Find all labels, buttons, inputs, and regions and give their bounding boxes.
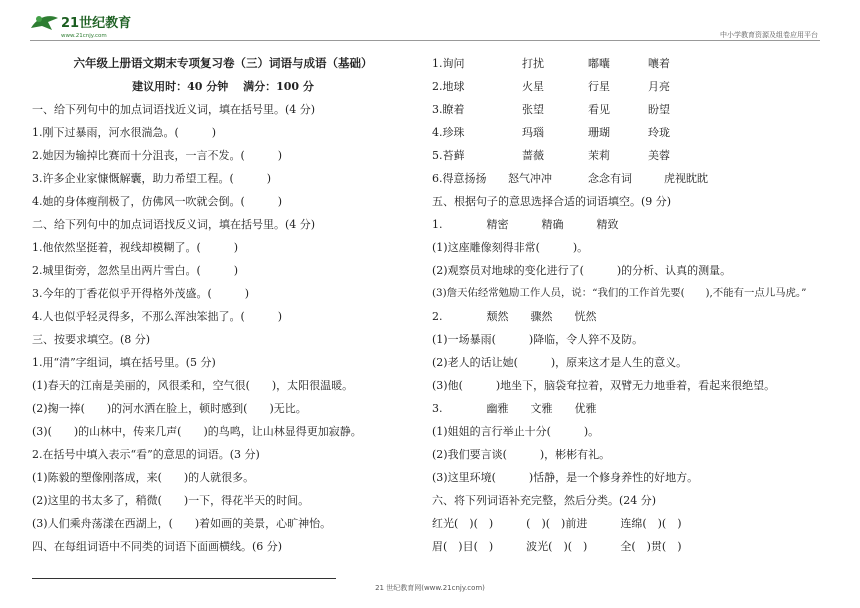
word: 盼望: [648, 103, 670, 116]
word: 打扰: [522, 57, 544, 70]
word-group-row: [432, 98, 842, 121]
word: 看见: [588, 103, 610, 116]
word: 虎视眈眈: [664, 172, 708, 185]
question-line: 2. 颓然 骤然 恍然: [432, 310, 597, 323]
word: 珊瑚: [588, 126, 610, 139]
question-line: (3)( )的山林中，传来几声( )的鸟鸣，让山林显得更加寂静。: [32, 425, 362, 438]
question-line: (2)观察员对地球的变化进行了( )的分析、认真的测量。: [432, 264, 732, 277]
footer-divider: [32, 578, 336, 579]
word: 1.询问: [432, 57, 465, 70]
word: 怒气冲冲: [508, 172, 552, 185]
question-line: (3)这里环境( )恬静，是一个修身养性的好地方。: [432, 471, 699, 484]
question-line: (3)詹天佑经常勉励工作人员，说：“我们的工作首先要( ),不能有一点儿马虎。”: [432, 287, 807, 299]
question-line: 2.在括号中填入表示“看”的意思的词语。(3 分): [32, 448, 260, 461]
question-line: 3.许多企业家慷慨解囊，助力希望工程。( ): [32, 172, 272, 185]
question-line: (2)老人的话让她( )，原来这才是人生的意义。: [432, 356, 688, 369]
question-line: 2.城里街旁，忽然呈出两片雪白。( ): [32, 264, 239, 277]
word: 玛瑙: [522, 126, 544, 139]
word: 4.珍珠: [432, 126, 465, 139]
question-line: (3)他( )地坐下，脑袋耷拉着，双臂无力地垂着，看起来很绝望。: [432, 379, 776, 392]
question-line: (1)姐姐的言行举止十分( )。: [432, 425, 600, 438]
word-group-row: [432, 144, 842, 167]
question-line: 四、在每组词语中不同类的词语下面画横线。(6 分): [32, 540, 283, 553]
word: 月亮: [648, 80, 670, 93]
word: 蔷薇: [522, 149, 544, 162]
question-line: (2)掬一捧( )的河水洒在脸上，顿时感到( )无比。: [32, 402, 307, 415]
question-line: 3. 幽雅 文雅 优雅: [432, 402, 597, 415]
word: 2.地球: [432, 80, 465, 93]
platform-name: 中小学教育资源及组卷应用平台: [720, 31, 818, 39]
word-group-row: [432, 75, 842, 98]
word: 张望: [522, 103, 544, 116]
question-line: 一、给下列句中的加点词语找近义词，填在括号里。(4 分): [32, 103, 316, 116]
word: 行星: [588, 80, 610, 93]
question-line: 红光( )( ) ( )( )前进 连绵( )( ): [432, 517, 682, 530]
question-line: 4.人也似乎轻灵得多，不那么浑浊笨拙了。( ): [32, 310, 283, 323]
question-line: 六、将下列词语补充完整，然后分类。(24 分): [432, 494, 657, 507]
word: 火星: [522, 80, 544, 93]
question-line: (1)这座雕像刻得非常( )。: [432, 241, 589, 254]
question-line: 1.他依然坚挺着，视线却模糊了。( ): [32, 241, 239, 254]
question-line: (1)陈毅的塑像刚落成，来( )的人就很多。: [32, 471, 255, 484]
logo-text: 21世纪教育: [61, 16, 132, 31]
word: 5.苔藓: [432, 149, 465, 162]
word-group-row: [432, 52, 842, 75]
word: 玲珑: [648, 126, 670, 139]
page-subtitle: 建议用时：40 分钟 满分：100 分: [132, 80, 314, 93]
question-line: 4.她的身体瘦削极了，仿佛风一吹就会倒。( ): [32, 195, 283, 208]
word-group-row: [432, 121, 842, 144]
question-line: 二、给下列句中的加点词语找反义词，填在括号里。(4 分): [32, 218, 316, 231]
footer-text: 21 世纪教育网(www.21cnjy.com): [375, 584, 485, 592]
question-line: 三、按要求填空。(8 分): [32, 333, 151, 346]
question-line: (1)春天的江南是美丽的，风很柔和，空气很( )，太阳很温暖。: [32, 379, 354, 392]
question-line: 1.用“清”字组词，填在括号里。(5 分): [32, 356, 216, 369]
site-logo: [28, 10, 148, 40]
word: 3.瞭着: [432, 103, 465, 116]
word-group-row: [432, 167, 842, 190]
page-title: 六年级上册语文期末专项复习卷（三）词语与成语（基础）: [73, 56, 373, 70]
right-column: [432, 52, 842, 558]
word: 嘟囔: [588, 57, 610, 70]
question-line: 五、根据句子的意思选择合适的词语填空。(9 分): [432, 195, 672, 208]
question-line: 2.她因为输掉比赛而十分沮丧，一言不发。( ): [32, 149, 283, 162]
word: 6.得意扬扬: [432, 172, 487, 185]
question-line: 1.刚下过暴雨，河水很湍急。( ): [32, 126, 217, 139]
question-line: 3.今年的丁香花似乎开得格外茂盛。( ): [32, 287, 250, 300]
question-line: (3)人们乘舟荡漾在西湖上，( )着如画的美景，心旷神怡。: [32, 517, 332, 530]
word: 嚷着: [648, 57, 670, 70]
question-line: (2)这里的书太多了，稍微( )一下，得花半天的时间。: [32, 494, 310, 507]
question-line: (1)一场暴雨( )降临，令人猝不及防。: [432, 333, 644, 346]
word: 念念有词: [588, 172, 632, 185]
question-line: 眉( )目( ) 波光( )( ) 全( )贯( ): [432, 540, 682, 553]
left-column: [32, 52, 414, 558]
header-divider: [30, 40, 820, 41]
word: 美蓉: [648, 149, 670, 162]
question-line: (2)我们要言谈( )，彬彬有礼。: [432, 448, 611, 461]
logo-url: www.21cnjy.com: [61, 33, 107, 39]
question-line: 1. 精密 精确 精致: [432, 218, 619, 231]
word: 茉莉: [588, 149, 610, 162]
